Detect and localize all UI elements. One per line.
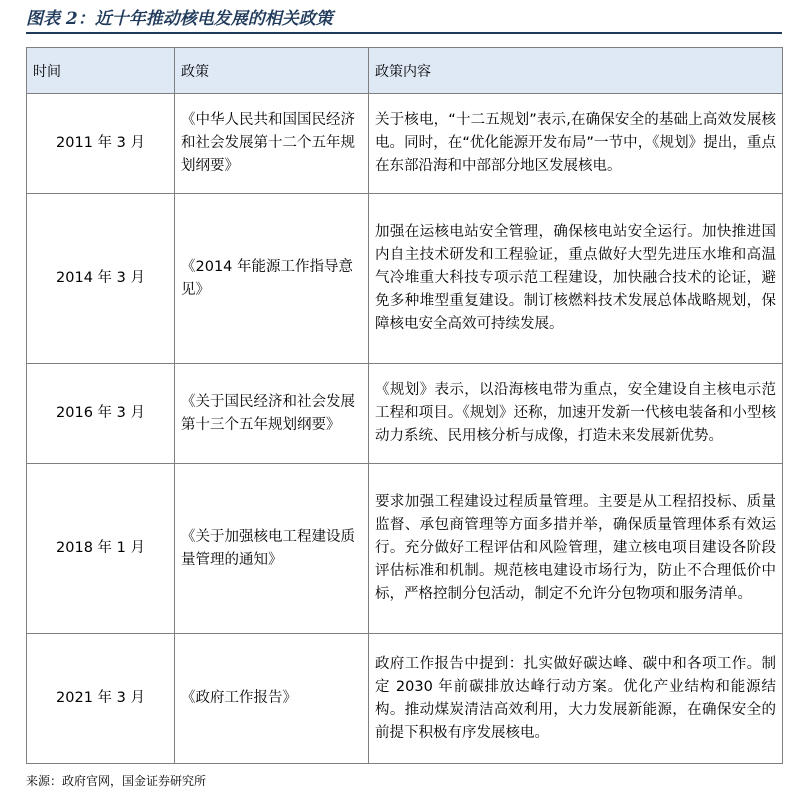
source-note: 来源：政府官网，国金证券研究所	[26, 774, 207, 788]
row-content: 关于核电，“十二五规划”表示,在确保安全的基础上高效发展核电。同时，在“优化能源开发布局”一节中，《规划》提出，重点在东部沿海和中部部分地区发展核电。	[369, 94, 783, 194]
table-row	[27, 634, 783, 764]
row-policy: 《中华人民共和国国民经济和社会发展第十二个五年规划纲要》	[175, 94, 369, 194]
row-time: 2021 年 3 月	[27, 634, 175, 764]
table-row	[27, 364, 783, 464]
policy-table	[26, 47, 783, 764]
header-policy-content: 政策内容	[369, 48, 783, 94]
chart-title: 图表 2：近十年推动核电发展的相关政策	[26, 9, 333, 29]
row-policy: 《关于加强核电工程建设质量管理的通知》	[175, 464, 369, 634]
row-time: 2014 年 3 月	[27, 194, 175, 364]
table-row	[27, 94, 783, 194]
title-rule	[26, 32, 782, 34]
row-policy: 《2014 年能源工作指导意见》	[175, 194, 369, 364]
row-time: 2011 年 3 月	[27, 94, 175, 194]
table-row	[27, 194, 783, 364]
row-content: 加强在运核电站安全管理，确保核电站安全运行。加快推进国内自主技术研发和工程验证，重点做好大型先进压水堆和高温气冷堆重大科技专项示范工程建设，加快融合技术的论证，避免多种堆型重复建设。制订核燃料技术发展总体战略规划，保障核电安全高效可持续发展。	[369, 194, 783, 364]
header-policy: 政策	[175, 48, 369, 94]
header-time: 时间	[27, 48, 175, 94]
row-time: 2016 年 3 月	[27, 364, 175, 464]
row-content: 《规划》表示，以沿海核电带为重点，安全建设自主核电示范工程和项目。《规划》还称，加速开发新一代核电装备和小型核动力系统、民用核分析与成像，打造未来发展新优势。	[369, 364, 783, 464]
row-policy: 《政府工作报告》	[175, 634, 369, 764]
table-row	[27, 464, 783, 634]
table-header-row	[27, 48, 783, 94]
row-time: 2018 年 1 月	[27, 464, 175, 634]
row-policy: 《关于国民经济和社会发展第十三个五年规划纲要》	[175, 364, 369, 464]
row-content: 要求加强工程建设过程质量管理。主要是从工程招投标、质量监督、承包商管理等方面多措并举，确保质量管理体系有效运行。充分做好工程评估和风险管理，建立核电项目建设各阶段评估标准和机制。规范核电建设市场行为，防止不合理低价中标，严格控制分包活动，制定不允许分包物项和服务清单。	[369, 464, 783, 634]
row-content: 政府工作报告中提到：扎实做好碳达峰、碳中和各项工作。制定 2030 年前碳排放达峰行动方案。优化产业结构和能源结构。推动煤炭清洁高效利用，大力发展新能源，在确保安全的前提下积极有序发展核电。	[369, 634, 783, 764]
